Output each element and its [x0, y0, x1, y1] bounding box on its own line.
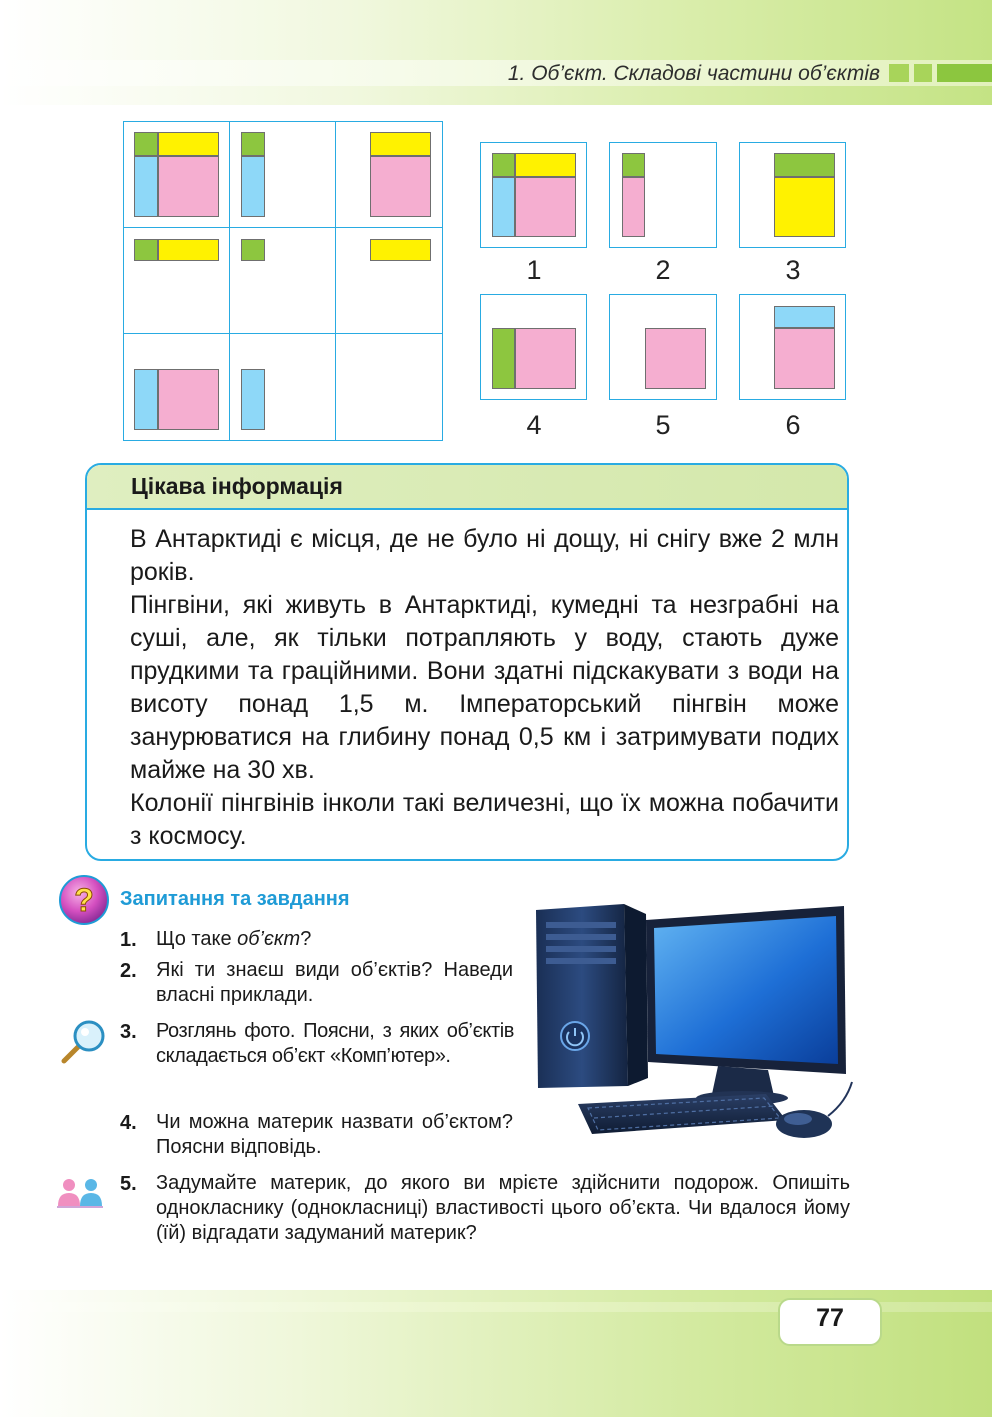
- grid-cell: [123, 333, 231, 441]
- green-square: [241, 239, 265, 261]
- pair-work-icon: [54, 1176, 106, 1212]
- green-square: [241, 132, 265, 156]
- magnifier-icon: [58, 1017, 108, 1067]
- green-square: [134, 132, 158, 156]
- grid-cell-empty: [335, 333, 443, 441]
- question-icon: [58, 874, 110, 926]
- option-number: 3: [785, 255, 801, 285]
- pink-square: [158, 369, 219, 430]
- pink-rectangle: [622, 177, 645, 237]
- option-3: [739, 142, 846, 248]
- question-term: об’єкт: [237, 928, 301, 950]
- page-number: 77: [816, 1304, 844, 1332]
- green-square: [134, 239, 158, 261]
- green-rectangle: [774, 153, 835, 177]
- option-number: 1: [526, 255, 542, 285]
- green-square: [622, 153, 645, 177]
- yellow-rectangle: [515, 153, 576, 177]
- question-number: 5.: [120, 1173, 137, 1195]
- option-2: [609, 142, 717, 248]
- header-band: [0, 0, 992, 105]
- yellow-rectangle: [370, 132, 431, 156]
- question-number: 2.: [120, 960, 137, 982]
- pink-square: [515, 328, 576, 389]
- pink-square: [158, 156, 219, 217]
- option-5: [609, 294, 717, 400]
- svg-text:?: ?: [74, 882, 94, 918]
- option-number: 4: [526, 410, 542, 440]
- question-number: 1.: [120, 929, 137, 951]
- yellow-rectangle: [158, 132, 219, 156]
- option-6: [739, 294, 846, 400]
- pink-square: [370, 156, 431, 217]
- option-1: [480, 142, 587, 248]
- grid-cell: [229, 333, 337, 441]
- question-text: Розглянь фото. Поясни, з яких об’єктів складається об’єкт «Комп’ютер».: [156, 1020, 514, 1067]
- computer-photo: [528, 898, 858, 1150]
- info-title: Цікава інформація: [131, 473, 343, 499]
- green-square: [492, 153, 515, 177]
- question-text-part: Що таке: [156, 928, 238, 950]
- grid-cell: [335, 227, 443, 335]
- yellow-rectangle: [158, 239, 219, 261]
- header-square: [889, 64, 909, 82]
- pink-square: [774, 328, 835, 389]
- questions-title: Запитання та завдання: [120, 888, 350, 910]
- pink-square: [515, 177, 576, 237]
- yellow-rectangle: [370, 239, 431, 261]
- option-4: [480, 294, 587, 400]
- blue-rectangle: [134, 156, 158, 217]
- option-number: 5: [655, 410, 671, 440]
- info-paragraph: Колонії пінгвінів інколи такі величезні, що їх можна побачити з космосу.: [130, 789, 839, 850]
- green-rectangle: [492, 328, 515, 389]
- blue-rectangle: [774, 306, 835, 328]
- option-number: 2: [655, 255, 671, 285]
- pink-square: [645, 328, 706, 389]
- grid-cell: [335, 121, 443, 229]
- blue-rectangle: [241, 369, 265, 430]
- option-number: 6: [785, 410, 801, 440]
- info-paragraph: В Антарктиді є місця, де не було ні дощу, ні снігу вже 2 млн років.: [130, 525, 839, 586]
- header-square: [914, 64, 932, 82]
- grid-cell: [229, 227, 337, 335]
- grid-cell: [229, 121, 337, 229]
- info-paragraph: Пінгвіни, які живуть в Антарктиді, кумедні та незграбні на суші, але, як тільки потрапляють у воду, стають дуже прудкими та граційними. Вони здатні підскакувати з води на висоту понад 1,5 м. Імператорський пінгвін може занурюватися на глибину понад 0,5 км і затримувати подих майже на 30 хв.: [130, 591, 839, 784]
- header-bar: [937, 64, 992, 82]
- question-text-part: ?: [300, 928, 312, 950]
- question-text: [156, 927, 516, 952]
- question-text: Чи можна материк назвати об’єктом? Поясни відповідь.: [156, 1111, 513, 1158]
- blue-rectangle: [241, 156, 265, 217]
- blue-rectangle: [492, 177, 515, 237]
- question-text: Які ти знаєш види об’єктів? Наведи власні приклади.: [156, 959, 513, 1006]
- chapter-title: 1. Об’єкт. Складові частини об’єктів: [507, 62, 880, 85]
- question-number: 3.: [120, 1021, 137, 1043]
- info-header: [87, 465, 847, 510]
- question-text: Задумайте материк, до якого ви мрієте здійснити подорож. Опишіть однокласнику (однокласниці) властивості цього об’єкта. Чи вдалося йому (їй) відгадати задуманий материк?: [156, 1172, 850, 1244]
- question-number: 4.: [120, 1112, 137, 1134]
- grid-cell: [123, 227, 231, 335]
- blue-rectangle: [134, 369, 158, 430]
- yellow-square: [774, 177, 835, 237]
- pattern-grid: [123, 121, 443, 441]
- grid-cell: [123, 121, 231, 229]
